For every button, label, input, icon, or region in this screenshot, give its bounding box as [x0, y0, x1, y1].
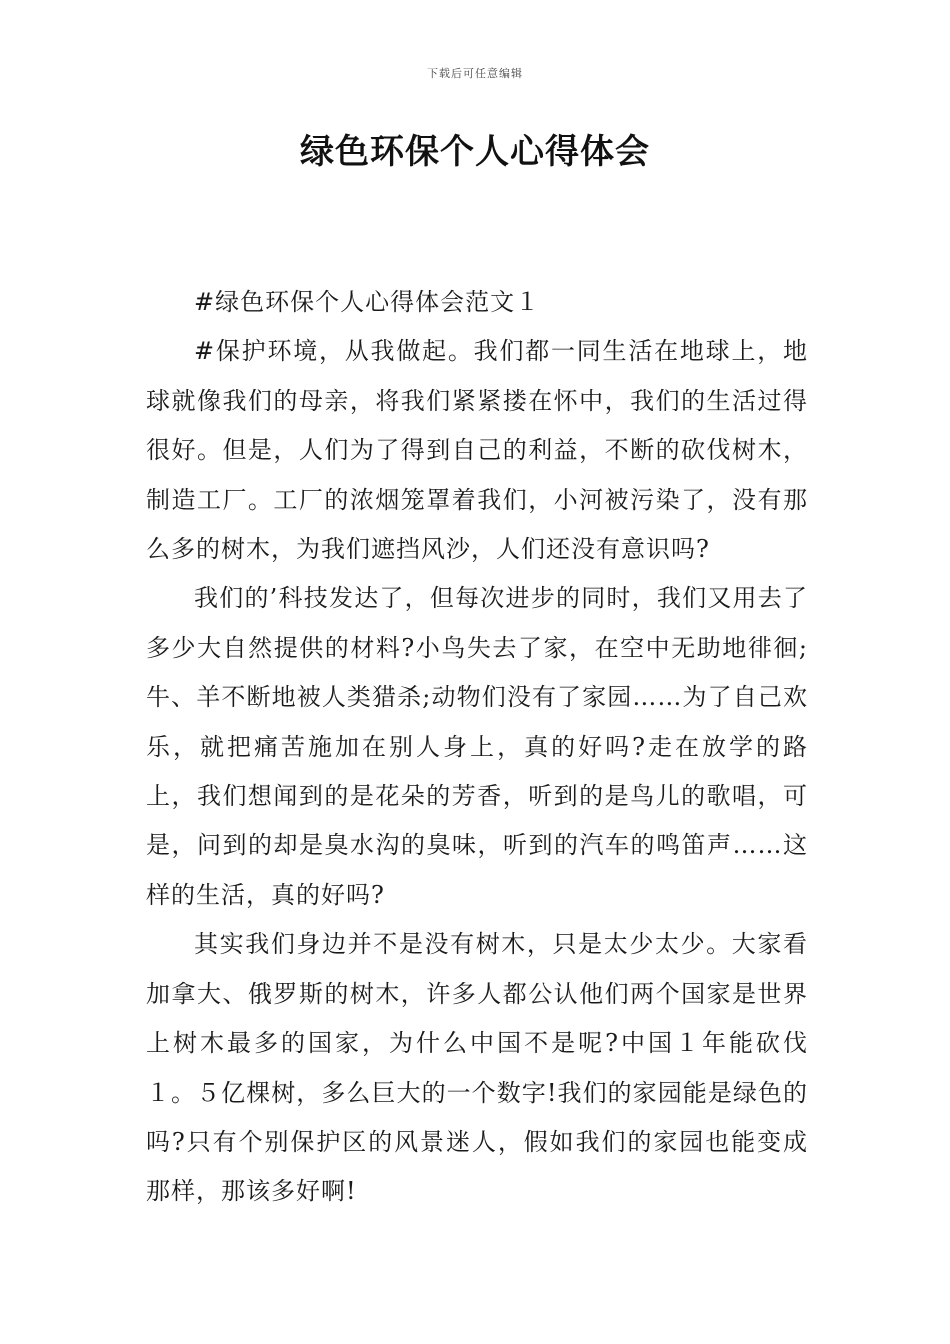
download-note: 下载后可任意编辑: [427, 67, 523, 80]
document-body: [146, 278, 808, 1217]
paragraph: 我们的’科技发达了，但每次进步的同时，我们又用去了多少大自然提供的材料?小鸟失去了家，在空中无助地徘徊;牛、羊不断地被人类猎杀;动物们没有了家园……为了自己欢乐，就把痛苦施加在别人身上，真的好吗?走在放学的路上，我们想闻到的是花朵的芳香，听到的是鸟儿的歌唱，可是，问到的却是臭水沟的臭味，听到的汽车的鸣笛声……这样的生活，真的好吗?: [146, 584, 808, 909]
paragraph: #保护环境，从我做起。我们都一同生活在地球上，地球就像我们的母亲，将我们紧紧搂在怀中，我们的生活过得很好。但是，人们为了得到自己的利益，不断的砍伐树木，制造工厂。工厂的浓烟笼罩着我们，小河被污染了，没有那么多的树木，为我们遮挡风沙，人们还没有意识吗?: [146, 337, 808, 564]
paragraph: 其实我们身边并不是没有树木，只是太少太少。大家看加拿大、俄罗斯的树木，许多人都公认他们两个国家是世界上树木最多的国家，为什么中国不是呢?中国１年能砍伐１。５亿棵树，多么巨大的一个数字!我们的家园能是绿色的吗?只有个别保护区的风景迷人，假如我们的家园也能变成那样，那该多好啊!: [146, 930, 808, 1206]
paragraph-subtitle: #绿色环保个人心得体会范文１: [194, 288, 541, 316]
document-title: 绿色环保个人心得体会: [300, 132, 650, 172]
